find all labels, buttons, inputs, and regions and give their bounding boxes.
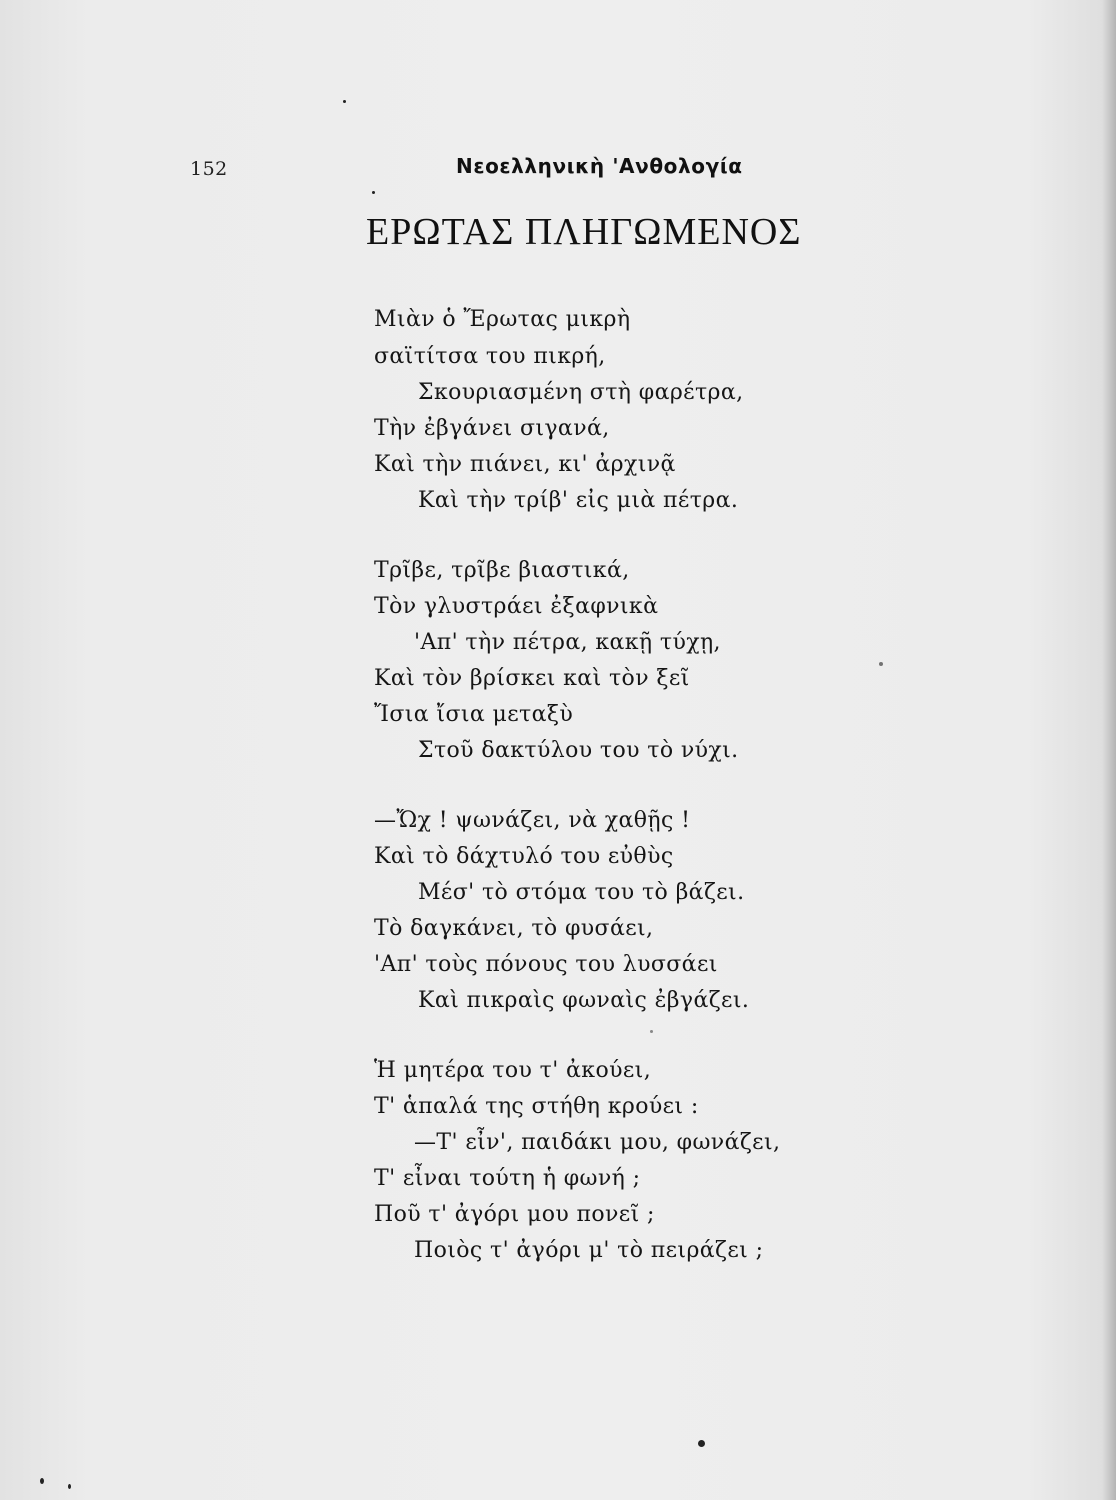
poem-line: 'Απ' τὴν πέτρα, κακῇ τύχῃ, [414, 630, 721, 655]
running-head-title: Νεοελληνικὴ 'Ανθολογία [456, 154, 743, 178]
poem-line: σαϊτίτσα του πικρή, [374, 344, 606, 369]
page-edge-shadow [1102, 0, 1116, 1500]
scan-speck [372, 191, 375, 194]
poem-line: Στοῦ δακτύλου του τὸ νύχι. [418, 738, 739, 763]
poem-line: Μέσ' τὸ στόμα του τὸ βάζει. [418, 880, 745, 905]
poem-line: —Τ' εἶν', παιδάκι μου, φωνάζει, [414, 1130, 781, 1155]
scan-speck [40, 1478, 44, 1484]
poem-line: Ἴσια ἴσια μεταξὺ [374, 702, 574, 727]
poem-line: —Ὤχ ! ψωνάζει, νὰ χαθῇς ! [374, 808, 691, 833]
page-number: 152 [190, 158, 228, 180]
poem-line: Τ' ἁπαλά της στήθη κρούει : [374, 1094, 699, 1119]
poem-line: Ποιὸς τ' ἀγόρι μ' τὸ πειράζει ; [414, 1238, 764, 1263]
poem-line: Σκουριασμένη στὴ φαρέτρα, [418, 380, 744, 405]
poem-line: Ἡ μητέρα του τ' ἀκούει, [374, 1058, 652, 1083]
poem-title: ΕΡΩΤΑΣ ΠΛΗΓΩΜΕΝΟΣ [366, 211, 802, 253]
poem-line: Καὶ τὴν πιάνει, κι' ἀρχινᾷ [374, 452, 676, 477]
poem-line: Καὶ τὸ δάχτυλό του εὐθὺς [374, 844, 674, 869]
poem-line: Τὸν γλυστράει ἐξαφνικὰ [374, 594, 659, 619]
poem-line: Τ' εἶναι τούτη ἡ φωνή ; [374, 1166, 641, 1191]
poem-line: Καὶ τὸν βρίσκει καὶ τὸν ξεῖ [374, 666, 690, 691]
scan-speck [650, 1030, 653, 1033]
poem-line: Τρῖβε, τρῖβε βιαστικά, [374, 558, 630, 583]
scan-speck [698, 1440, 705, 1447]
poem-line: Τὸ δαγκάνει, τὸ φυσάει, [374, 916, 654, 941]
poem-line: Τὴν ἐβγάνει σιγανά, [374, 416, 610, 441]
poem-line: Καὶ τὴν τρίβ' εἰς μιὰ πέτρα. [418, 488, 739, 513]
scan-speck [343, 100, 346, 103]
scan-speck [879, 662, 883, 666]
poem-line: Καὶ πικραὶς φωναὶς ἐβγάζει. [418, 988, 750, 1013]
scan-speck [68, 1484, 71, 1489]
poem-line: Ποῦ τ' ἀγόρι μου πονεῖ ; [374, 1202, 655, 1227]
poem-line: Μιὰν ὁ Ἔρωτας μικρὴ [374, 307, 631, 332]
poem-line: 'Απ' τοὺς πόνους του λυσσάει [374, 952, 718, 977]
